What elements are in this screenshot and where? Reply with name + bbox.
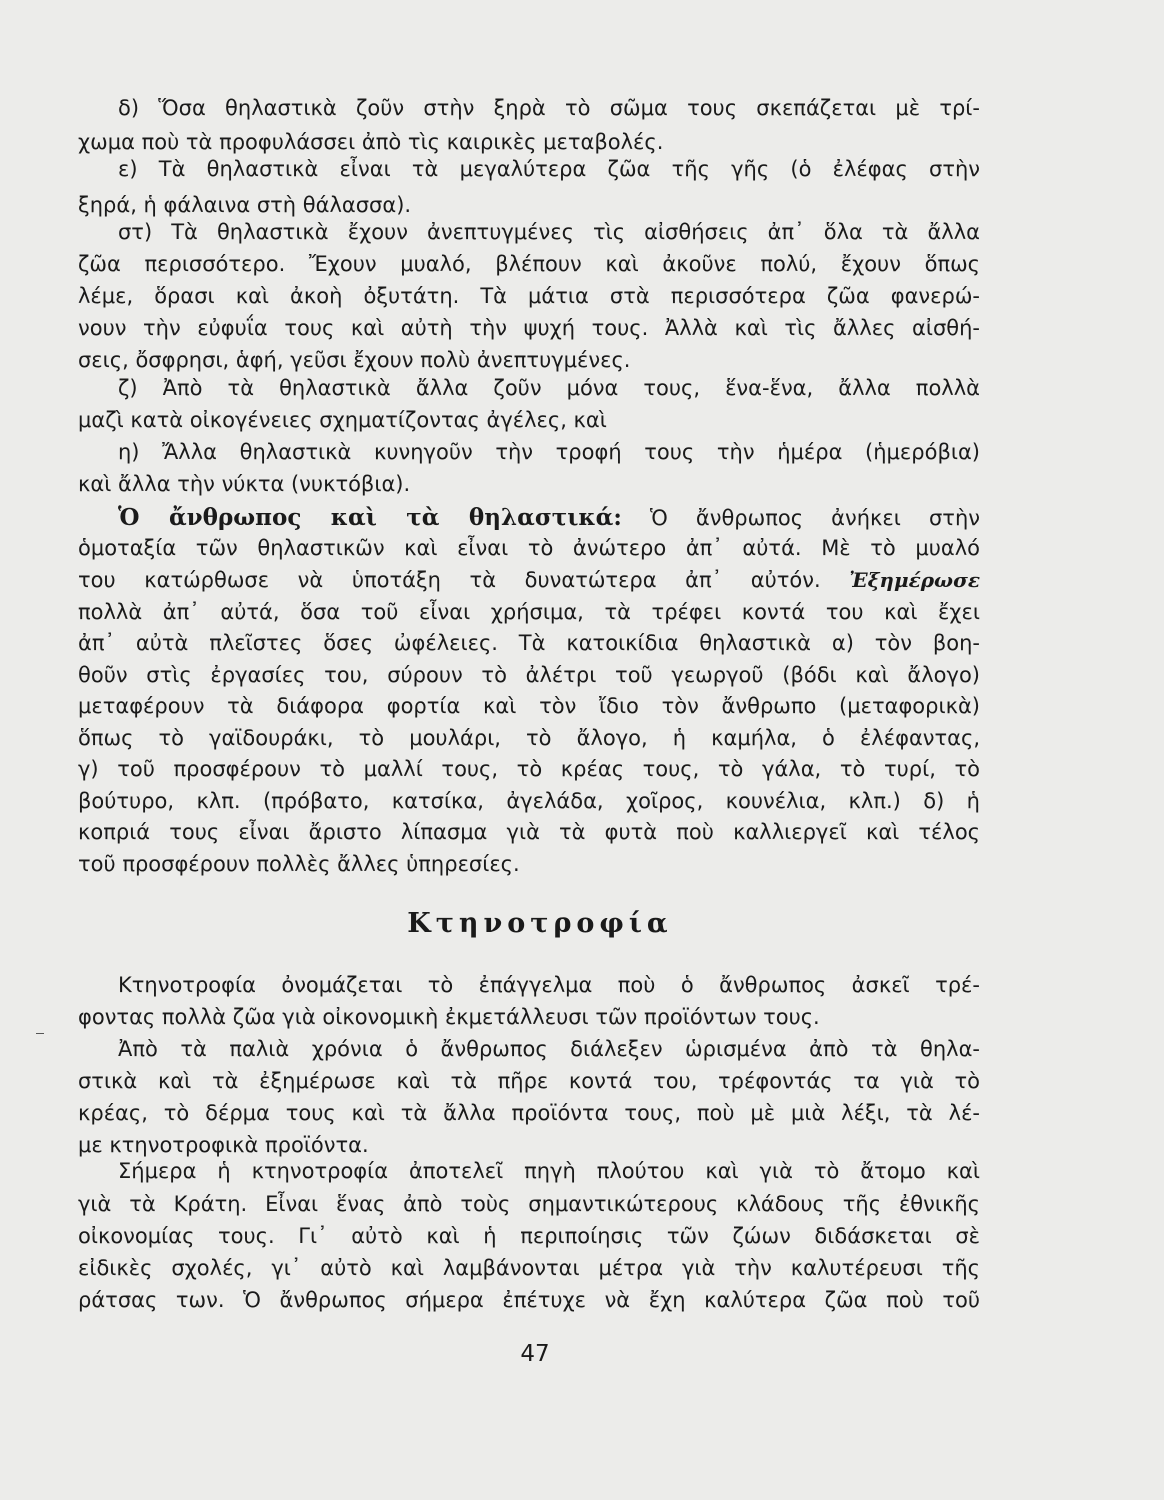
text-run: Ὁ ἄνθρωπος ἀνήκει στὴν — [649, 506, 980, 530]
text-line: μαζὶ κατὰ οἰκογένειες σχηματίζοντας ἀγέλες, καὶ — [78, 408, 607, 432]
text-line: η) Ἄλλα θηλαστικὰ κυνηγοῦν τὴν τροφή τους τὴν ἡμέρα (ἡμερόβια) — [118, 440, 980, 464]
text-line: ὁμοταξία τῶν θηλαστικῶν καὶ εἶναι τὸ ἀνώτερο ἀπ᾽ αὐτά. Μὲ τὸ μυαλό — [78, 536, 980, 560]
text-line: σεις, ὄσφρησι, ἁφή, γεῦσι ἔχουν πολὺ ἀνεπτυγμένες. — [78, 348, 631, 372]
text-line: μεταφέρουν τὰ διάφορα φορτία καὶ τὸν ἴδιο τὸν ἄνθρωπο (μεταφορικὰ) — [78, 694, 980, 718]
section-heading: Κτηνοτροφία — [407, 908, 673, 939]
text-line: με κτηνοτροφικὰ προϊόντα. — [78, 1133, 369, 1157]
text-line: κρέας, τὸ δέρμα τους καὶ τὰ ἄλλα προϊόντα τους, ποὺ μὲ μιὰ λέξι, τὰ λέ- — [78, 1101, 980, 1125]
text-line: οἰκονομίας τους. Γι᾽ αὐτὸ καὶ ἡ περιποίησις τῶν ζώων διδάσκεται σὲ — [78, 1224, 980, 1248]
text-line: φοντας πολλὰ ζῶα γιὰ οἰκονομικὴ ἐκμετάλλευσι τῶν προϊόντων τους. — [78, 1005, 820, 1029]
text-line: δ) Ὅσα θηλαστικὰ ζοῦν στὴν ξηρὰ τὸ σῶμα τους σκεπάζεται μὲ τρί- — [118, 96, 980, 120]
text-line: πολλὰ ἀπ᾽ αὐτά, ὅσα τοῦ εἶναι χρήσιμα, τὰ τρέφει κοντά του καὶ ἔχει — [78, 600, 980, 624]
text-run: του κατώρθωσε νὰ ὑποτάξη τὰ δυνατώτερα ἀπ᾽ αὐτόν. — [78, 568, 821, 592]
text-line: ἀπ᾽ αὐτὰ πλεῖστες ὅσες ὠφέλειες. Τὰ κατοικίδια θηλαστικὰ α) τὸν βοη- — [78, 631, 980, 655]
margin-mark — [36, 1033, 44, 1034]
text-line: τοῦ προσφέρουν πολλὲς ἄλλες ὑπηρεσίες. — [78, 852, 520, 876]
text-line: στικὰ καὶ τὰ ἐξημέρωσε καὶ τὰ πῆρε κοντά του, τρέφοντάς τα γιὰ τὸ — [78, 1069, 980, 1093]
text-line: ξηρά, ἡ φάλαινα στὴ θάλασσα). — [78, 193, 412, 217]
text-line: θοῦν στὶς ἐργασίες του, σύρουν τὸ ἀλέτρι τοῦ γεωργοῦ (βόδι καὶ ἄλογο) — [78, 663, 980, 687]
paragraph-first-line — [78, 506, 980, 534]
section-lead-title: Ὁ ἄνθρωπος καὶ τὰ θηλαστικά: — [118, 504, 622, 531]
text-line: χωμα ποὺ τὰ προφυλάσσει ἀπὸ τὶς καιρικὲς μεταβολές. — [78, 130, 664, 154]
text-line: λέμε, ὅρασι καὶ ἀκοὴ ὀξυτάτη. Τὰ μάτια στὰ περισσότερα ζῶα φανερώ- — [78, 284, 980, 308]
text-line: βούτυρο, κλπ. (πρόβατο, κατσίκα, ἀγελάδα, χοῖρος, κουνέλια, κλπ.) δ) ἡ — [78, 789, 980, 813]
text-line: ε) Τὰ θηλαστικὰ εἶναι τὰ μεγαλύτερα ζῶα τῆς γῆς (ὁ ἐλέφας στὴν — [118, 157, 980, 181]
text-line: ράτσας των. Ὁ ἄνθρωπος σήμερα ἐπέτυχε νὰ ἔχη καλύτερα ζῶα ποὺ τοῦ — [78, 1288, 980, 1312]
text-line: εἰδικὲς σχολές, γι᾽ αὐτὸ καὶ λαμβάνονται μέτρα γιὰ τὴν καλυτέρευσι τῆς — [78, 1256, 980, 1280]
text-line: γ) τοῦ προσφέρουν τὸ μαλλί τους, τὸ κρέας τους, τὸ γάλα, τὸ τυρί, τὸ — [78, 757, 980, 781]
text-line: Ἀπὸ τὰ παλιὰ χρόνια ὁ ἄνθρωπος διάλεξεν ὡρισμένα ἀπὸ τὰ θηλα- — [118, 1037, 980, 1061]
text-line: ὅπως τὸ γαϊδουράκι, τὸ μουλάρι, τὸ ἄλογο, ἡ καμήλα, ὁ ἐλέφαντας, — [78, 726, 980, 750]
text-line: νουν τὴν εὐφυΐα τους καὶ αὐτὴ τὴν ψυχή τους. Ἀλλὰ καὶ τὶς ἄλλες αἰσθή- — [78, 316, 980, 340]
text-line: κοπριά τους εἶναι ἄριστο λίπασμα γιὰ τὰ φυτὰ ποὺ καλλιεργεῖ καὶ τέλος — [78, 820, 980, 844]
text-line: στ) Τὰ θηλαστικὰ ἔχουν ἀνεπτυγμένες τὶς αἰσθήσεις ἀπ᾽ ὅλα τὰ ἄλλα — [118, 220, 980, 244]
text-line: Κτηνοτροφία ὀνομάζεται τὸ ἐπάγγελμα ποὺ ὁ ἄνθρωπος ἀσκεῖ τρέ- — [118, 973, 980, 997]
text-line: ζῶα περισσότερο. Ἔχουν μυαλό, βλέπουν καὶ ἀκοῦνε πολύ, ἔχουν ὅπως — [78, 252, 980, 276]
text-line: ζ) Ἀπὸ τὰ θηλαστικὰ ἄλλα ζοῦν μόνα τους, ἕνα-ἕνα, ἄλλα πολλὰ — [118, 376, 980, 400]
page-number: 47 — [520, 1341, 550, 1367]
emphasized-word: Ἐξημέρωσε — [849, 568, 980, 592]
text-line: καὶ ἄλλα τὴν νύκτα (νυκτόβια). — [78, 472, 411, 496]
text-line: Σήμερα ἡ κτηνοτροφία ἀποτελεῖ πηγὴ πλούτου καὶ γιὰ τὸ ἄτομο καὶ — [118, 1159, 980, 1183]
text-line: γιὰ τὰ Κράτη. Εἶναι ἕνας ἀπὸ τοὺς σημαντικώτερους κλάδους τῆς ἐθνικῆς — [78, 1192, 980, 1216]
text-line — [78, 570, 980, 598]
